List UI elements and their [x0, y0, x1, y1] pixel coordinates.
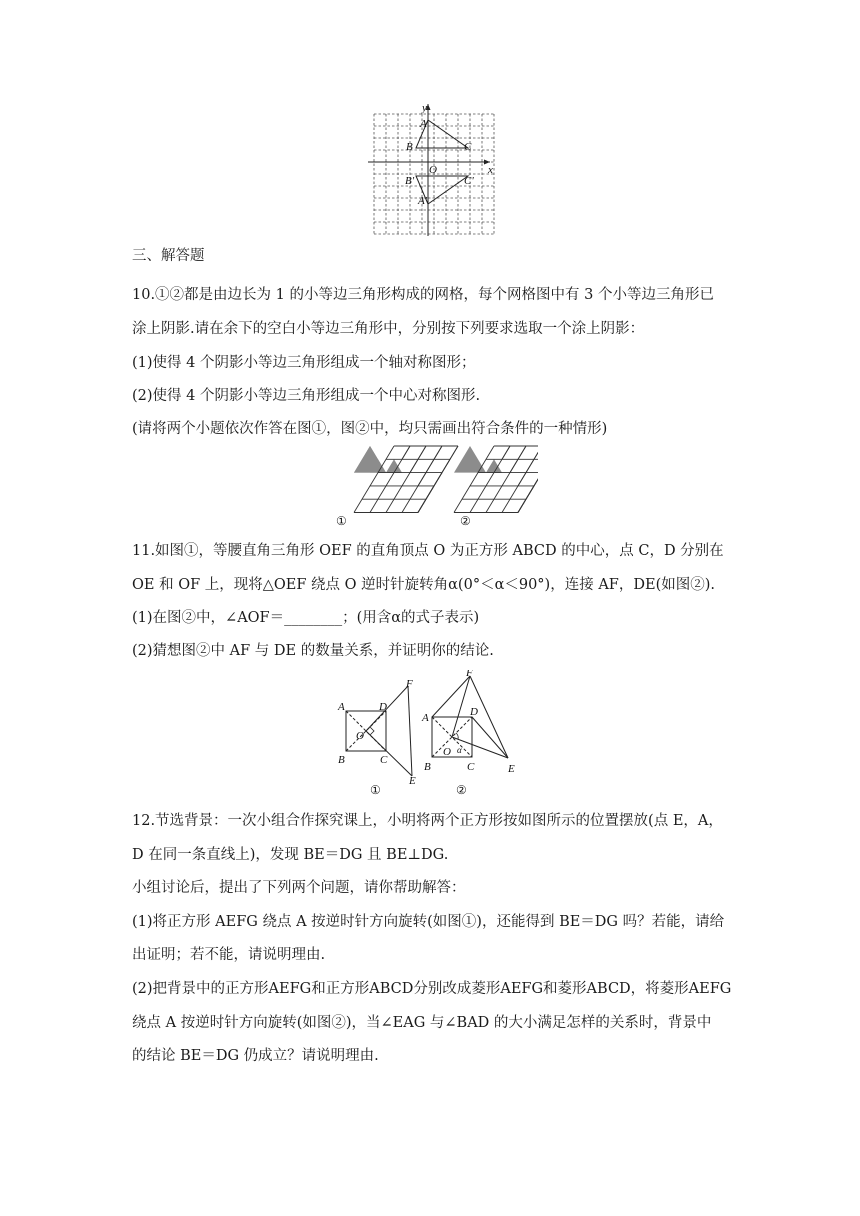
- q10-line-3: (1)使得 4 个阴影小等边三角形组成一个轴对称图形；: [132, 355, 476, 371]
- grid-label-x: x: [488, 164, 493, 176]
- q10-line-1: 10.①②都是由边长为 1 的小等边三角形构成的网格，每个网格图中有 3 个小等边三角形已: [132, 287, 714, 303]
- q11-line-2: OE 和 OF 上，现将△OEF 绕点 O 逆时针旋转角α(0°＜α＜90°)，连接 AF，DE(如图②).: [132, 577, 715, 593]
- fig1-label-d: D: [379, 701, 387, 713]
- q10-line-5: (请将两个小题依次作答在图①，图②中，均只需画出符合条件的一种情形): [132, 421, 608, 437]
- fig1-label-b: B: [338, 754, 345, 766]
- q12-line-6: (2)把背景中的正方形AEFG和正方形ABCD分别改成菱形AEFG和菱形ABCD，将菱形AEFG: [132, 981, 732, 997]
- grid-label-a-prime: A': [418, 195, 428, 207]
- square-figure-caption-1: ①: [370, 783, 381, 797]
- grid-label-a: A: [420, 118, 427, 130]
- square-figure-caption-2: ②: [456, 783, 467, 797]
- q12-line-8: 的结论 BE＝DG 仍成立？请说明理由.: [132, 1048, 379, 1064]
- q12-line-5: 出证明；若不能，请说明理由.: [132, 947, 326, 963]
- grid-label-b: B: [406, 141, 413, 153]
- fig2-label-o: O: [443, 746, 451, 758]
- fig2-label-a: A: [422, 712, 429, 724]
- fig1-label-c: C: [380, 754, 388, 766]
- grid-label-o: O: [429, 164, 437, 176]
- fig2-label-b: B: [424, 761, 431, 773]
- fig2-label-alpha: α: [457, 745, 462, 755]
- q11-line-1: 11.如图①，等腰直角三角形 OEF 的直角顶点 O 为正方形 ABCD 的中心，点 C，D 分别在: [132, 543, 724, 559]
- fig2-label-c: C: [467, 761, 475, 773]
- triangle-grid-2: [454, 446, 538, 513]
- fig2-label-e: E: [508, 763, 515, 775]
- q10-line-4: (2)使得 4 个阴影小等边三角形组成一个中心对称图形.: [132, 388, 481, 404]
- section-heading: 三、解答题: [132, 248, 205, 264]
- q12-line-7: 绕点 A 按逆时针方向旋转(如图②)，当∠EAG 与∠BAD 的大小满足怎样的关系时，背景中: [132, 1015, 712, 1031]
- q12-line-3: 小组讨论后，提出了下列两个问题，请你帮助解答：: [132, 880, 466, 896]
- q11-line-3: (1)在图②中，∠AOF＝________；(用含α的式子表示): [132, 610, 480, 626]
- grid-label-y: y: [422, 102, 427, 114]
- q11-line-4: (2)猜想图②中 AF 与 DE 的数量关系，并证明你的结论.: [132, 643, 494, 659]
- fig2-label-f: F: [466, 670, 473, 679]
- fig1-label-a: A: [338, 701, 345, 713]
- q10-line-2: 涂上阴影.请在余下的空白小等边三角形中，分别按下列要求选取一个涂上阴影：: [132, 321, 645, 337]
- square-triangle-figures: [336, 670, 532, 798]
- fig1-label-e: E: [409, 775, 416, 787]
- grid-label-b-prime: B': [405, 175, 415, 187]
- triangle-grid-caption-1: ①: [336, 514, 347, 528]
- coordinate-grid-figure: [364, 100, 500, 240]
- q12-line-1: 12.节选背景：一次小组合作探究课上，小明将两个正方形按如图所示的位置摆放(点 E，A，: [132, 813, 723, 829]
- triangle-grid-figures: [326, 444, 538, 528]
- triangle-grid-caption-2: ②: [460, 514, 471, 528]
- fig2-label-d: D: [470, 706, 478, 718]
- fig1-label-o: O: [356, 730, 364, 742]
- q12-line-4: (1)将正方形 AEFG 绕点 A 按逆时针方向旋转(如图①)，还能得到 BE＝DG 吗？若能，请给: [132, 914, 725, 930]
- grid-label-c: C: [464, 141, 472, 153]
- fig1-label-f: F: [406, 678, 413, 690]
- grid-label-c-prime: C': [464, 175, 474, 187]
- triangle-grid-1: [354, 446, 458, 513]
- q12-line-2: D 在同一条直线上)，发现 BE＝DG 且 BE⊥DG.: [132, 847, 449, 863]
